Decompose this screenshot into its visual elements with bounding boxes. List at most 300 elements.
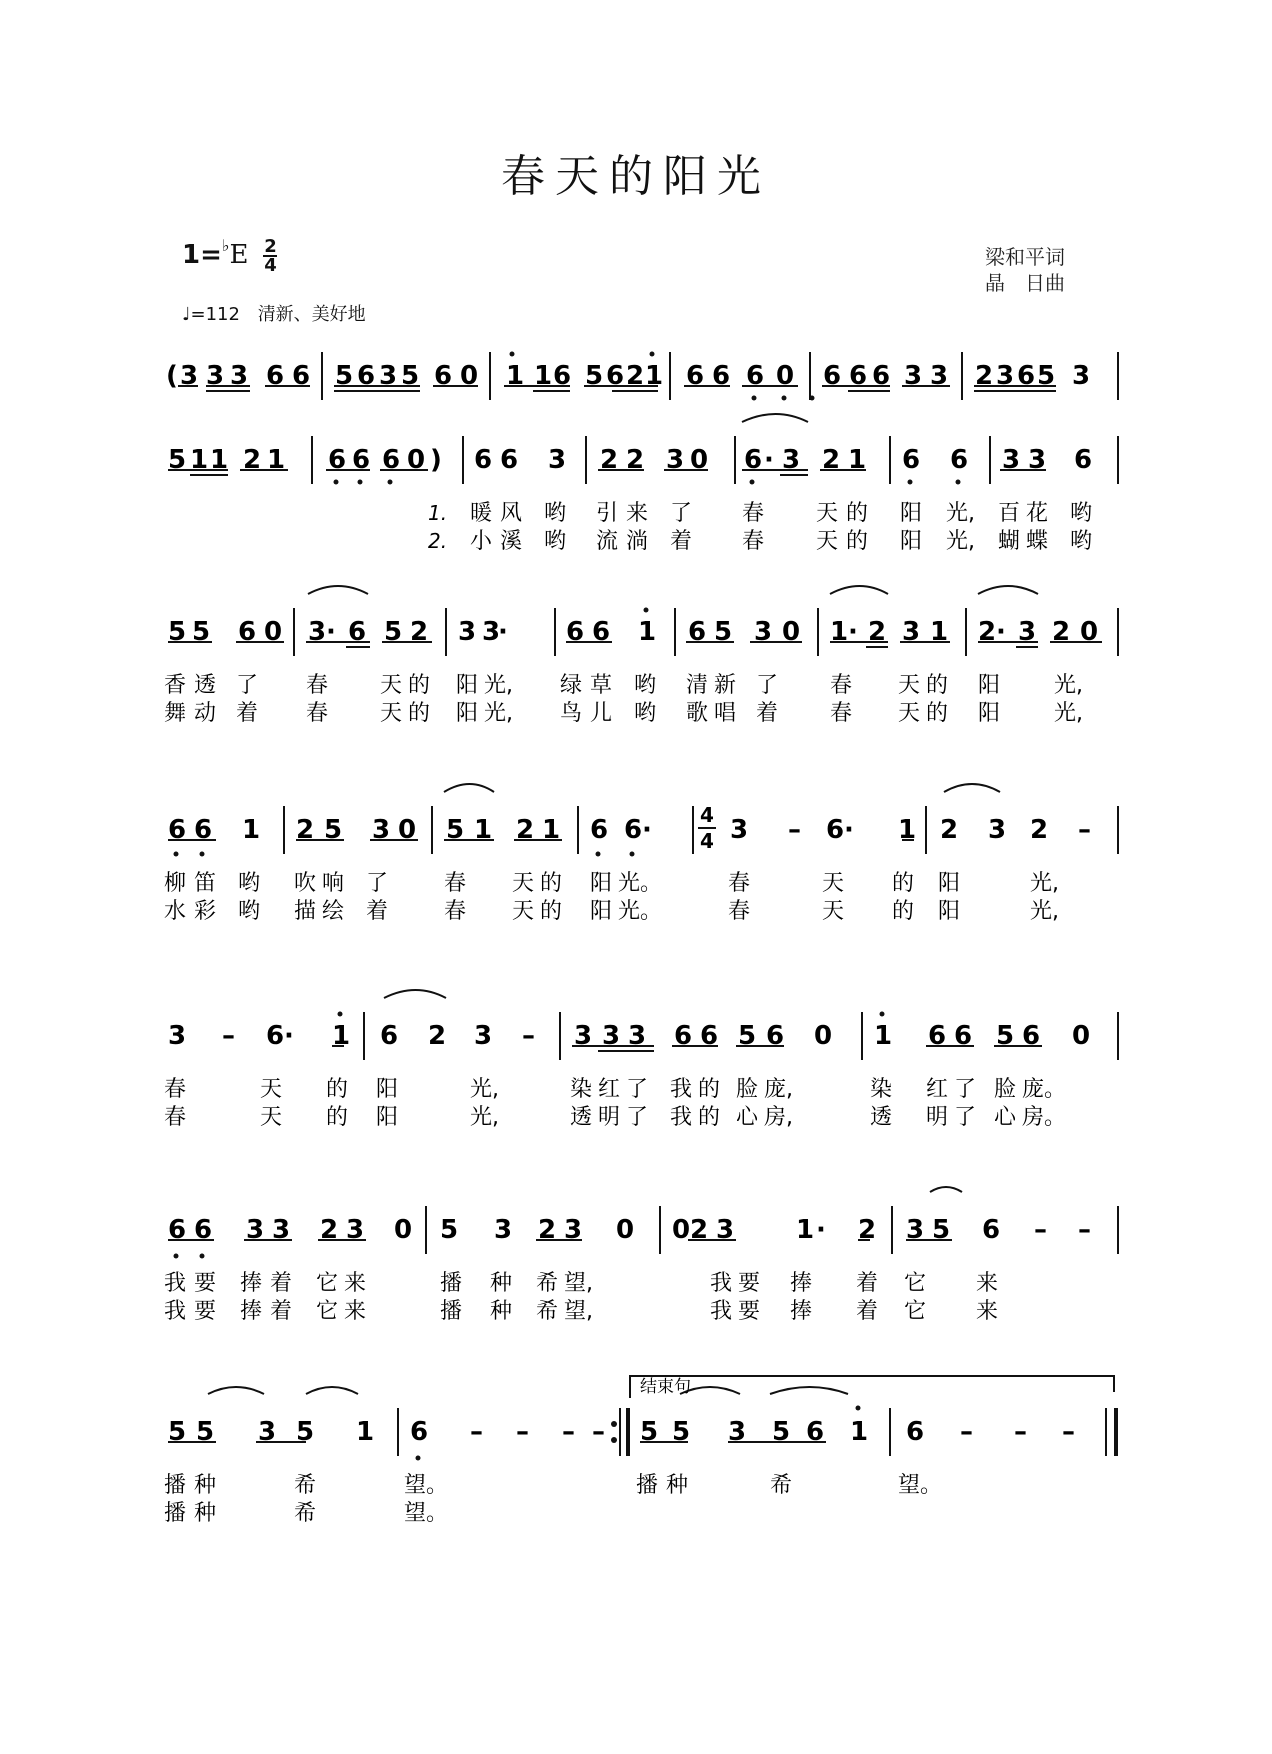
lyrics-line-3	[164, 673, 1083, 726]
note: 2	[690, 1215, 709, 1245]
note: 5	[168, 617, 187, 647]
lyric: 光,	[946, 529, 975, 554]
lyric: 响	[322, 871, 345, 896]
lyric: 的	[326, 1077, 349, 1102]
lyric: 引	[596, 501, 619, 526]
note: 2	[1052, 617, 1071, 647]
lyric: 了	[626, 1077, 649, 1102]
note: 6	[872, 361, 891, 391]
note: 6	[624, 815, 643, 845]
lyric: 了	[756, 673, 779, 698]
lyric: 希	[536, 1271, 559, 1296]
lyric: 红	[926, 1077, 949, 1102]
lyric: 阳	[376, 1077, 399, 1102]
note: 1	[542, 815, 561, 845]
verse-number: 1.	[428, 501, 448, 525]
lyric: 天	[822, 899, 845, 924]
note: 6	[434, 361, 453, 391]
note: 2	[822, 445, 841, 475]
note: –	[592, 1417, 605, 1447]
note: 6	[606, 361, 625, 391]
note: 5	[738, 1021, 757, 1051]
key-note: E	[229, 240, 249, 270]
lyric: 笛	[194, 871, 217, 896]
lyric: 透	[870, 1105, 893, 1130]
note: –	[1014, 1417, 1027, 1447]
note: 6	[168, 815, 187, 845]
lyric: 房,	[764, 1105, 793, 1130]
lyric: 风	[500, 501, 523, 526]
lyric: 天	[512, 871, 535, 896]
note: 0	[672, 1215, 691, 1245]
note: 5	[1037, 361, 1056, 391]
note: 5	[335, 361, 354, 391]
note: 6	[357, 361, 376, 391]
note: 6	[950, 445, 969, 475]
lyric: 天	[816, 501, 839, 526]
lyric: 了	[236, 673, 259, 698]
lyric: 它	[904, 1271, 927, 1296]
ending-label: 结束句	[640, 1377, 691, 1397]
note: 1	[210, 445, 229, 475]
note: 2	[626, 445, 645, 475]
lyric: 希	[294, 1473, 317, 1498]
note: –	[562, 1417, 575, 1447]
lyric: 的	[540, 871, 563, 896]
lyric: 明	[598, 1105, 621, 1130]
lyric: 哟	[1070, 529, 1093, 554]
note: 2	[538, 1215, 557, 1245]
lyric: 了	[670, 501, 693, 526]
lyric: 染	[570, 1077, 593, 1102]
note: 5	[192, 617, 211, 647]
note: ·	[764, 445, 774, 475]
note: 1	[796, 1215, 815, 1245]
note: 6	[1017, 361, 1036, 391]
note: 3	[628, 1021, 647, 1051]
note: 6	[744, 445, 763, 475]
lyric: 我	[710, 1271, 733, 1296]
lyric: 天	[380, 673, 403, 698]
note: ·	[996, 617, 1006, 647]
lyric: 着	[270, 1271, 293, 1296]
note: 3	[246, 1215, 265, 1245]
note: 2	[978, 617, 997, 647]
lyric: 天	[898, 701, 921, 726]
note: –	[1078, 815, 1091, 845]
lyric: 哟	[634, 673, 657, 698]
lyric: 着	[236, 701, 259, 726]
lyric: 房。	[1022, 1105, 1067, 1130]
lyric: 的	[892, 871, 915, 896]
note: 3	[904, 361, 923, 391]
lyric: 望。	[898, 1473, 943, 1498]
note: 0	[1080, 617, 1099, 647]
lyrics-line-4	[164, 871, 1059, 924]
note: 6	[826, 815, 845, 845]
note: )	[430, 445, 442, 475]
note: 6	[194, 815, 213, 845]
note: 6	[954, 1021, 973, 1051]
lyric: 我	[164, 1299, 187, 1324]
lyric: 绿	[560, 673, 583, 698]
note: 5	[401, 361, 420, 391]
lyric: 我	[670, 1077, 693, 1102]
lyric: 来	[344, 1299, 367, 1324]
lyric: 清	[686, 673, 709, 698]
note: 6	[1022, 1021, 1041, 1051]
lyric: 哟	[238, 871, 261, 896]
note: 2	[858, 1215, 877, 1245]
note: –	[1034, 1215, 1047, 1245]
note: ·	[498, 617, 508, 647]
note: 6	[266, 1021, 285, 1051]
note: –	[1078, 1215, 1091, 1245]
lyric: 春	[742, 529, 765, 554]
lyric: 光,	[470, 1077, 499, 1102]
note: 6	[766, 1021, 785, 1051]
note: 6	[474, 445, 493, 475]
note: 6	[746, 361, 765, 391]
note: 5	[772, 1417, 791, 1447]
lyric: 阳	[456, 673, 479, 698]
lyric: 的	[540, 899, 563, 924]
note: 2	[600, 445, 619, 475]
time-top: 4	[700, 803, 714, 827]
note: 1	[332, 1021, 351, 1051]
lyric: 的	[326, 1105, 349, 1130]
lyric: 望,	[564, 1271, 593, 1296]
lyric: 希	[770, 1473, 793, 1498]
note: 5	[932, 1215, 951, 1245]
note: 2	[243, 445, 262, 475]
note: –	[1062, 1417, 1075, 1447]
note: 3	[728, 1417, 747, 1447]
lyric: 鸟	[560, 701, 583, 726]
note: 3	[548, 445, 567, 475]
lyric: 哟	[1070, 501, 1093, 526]
lyric: 春	[444, 871, 467, 896]
lyric: 淌	[626, 529, 649, 554]
lyricist: 梁和平词	[985, 245, 1065, 269]
lyric: 着	[270, 1299, 293, 1324]
note: 0	[616, 1215, 635, 1245]
lyric: 春	[164, 1105, 187, 1130]
note: 1	[190, 445, 209, 475]
lyric: 春	[728, 871, 751, 896]
lyric: 的	[698, 1105, 721, 1130]
lyric: 来	[976, 1299, 999, 1324]
lyric: 着	[856, 1271, 879, 1296]
note: 5	[296, 1417, 315, 1447]
lyric: 蝶	[1026, 529, 1049, 554]
note: 6	[168, 1215, 187, 1245]
lyric: 光,	[1054, 701, 1083, 726]
note: 3	[1028, 445, 1047, 475]
lyric: 脸	[994, 1077, 1017, 1102]
note: 3	[564, 1215, 583, 1245]
quarter-note-icon: ♩	[182, 304, 191, 325]
lyric: 新	[714, 673, 737, 698]
lyric: 播	[440, 1271, 463, 1296]
note: 5	[168, 445, 187, 475]
lyric: 暖	[470, 501, 493, 526]
lyric: 望。	[404, 1501, 449, 1526]
note: 3	[272, 1215, 291, 1245]
note: 3	[258, 1417, 277, 1447]
note: 3	[730, 815, 749, 845]
lyric: 庞,	[764, 1077, 793, 1102]
lyric: 光,	[484, 673, 513, 698]
lyric: 它	[904, 1299, 927, 1324]
lyric: 来	[626, 501, 649, 526]
lyric: 的	[926, 673, 949, 698]
note: 6	[592, 617, 611, 647]
note: 6	[712, 361, 731, 391]
note: 1	[474, 815, 493, 845]
note: 6	[266, 361, 285, 391]
lyric: 的	[408, 673, 431, 698]
lyric: 来	[976, 1271, 999, 1296]
note: 2	[428, 1021, 447, 1051]
note: 3	[988, 815, 1007, 845]
lyric: 播	[636, 1473, 659, 1498]
flat-sign: ♭	[221, 236, 230, 255]
lyric: 种	[194, 1501, 217, 1526]
lyric: 阳	[590, 871, 613, 896]
lyrics-line-6	[164, 1271, 998, 1324]
note: 6	[348, 617, 367, 647]
note: 0	[690, 445, 709, 475]
note: 1	[874, 1021, 893, 1051]
lyric: 我	[710, 1299, 733, 1324]
lyric: 阳	[938, 871, 961, 896]
lyric: 阳	[938, 899, 961, 924]
lyric: 柳	[164, 871, 187, 896]
time-bottom: 4	[700, 829, 714, 853]
lyric: 哟	[238, 899, 261, 924]
note: 3	[996, 361, 1015, 391]
lyric: 光,	[946, 501, 975, 526]
lyric: 种	[194, 1473, 217, 1498]
lyric: 要	[194, 1299, 217, 1324]
lyric: 的	[408, 701, 431, 726]
lyric: 流	[596, 529, 619, 554]
note: 5	[585, 361, 604, 391]
note: 1	[830, 617, 849, 647]
verse-number: 2.	[428, 529, 448, 553]
note: 3	[782, 445, 801, 475]
note: 5	[196, 1417, 215, 1447]
lyric: 光,	[1030, 899, 1059, 924]
note: 3	[458, 617, 477, 647]
lyric: 春	[164, 1077, 187, 1102]
note: 0	[398, 815, 417, 845]
lyric: 光。	[618, 871, 663, 896]
lyric: 天	[822, 871, 845, 896]
lyric: 着	[856, 1299, 879, 1324]
lyric: 舞	[164, 701, 187, 726]
note: 6	[849, 361, 868, 391]
lyric: 种	[490, 1271, 513, 1296]
lyrics-line-2	[428, 501, 1092, 554]
note: 2	[626, 361, 645, 391]
note: 3	[902, 617, 921, 647]
lyric: 小	[470, 529, 493, 554]
lyric: 儿	[590, 701, 613, 726]
note: 3	[180, 361, 199, 391]
note: 6	[1074, 445, 1093, 475]
note: 0	[394, 1215, 413, 1245]
note: 6	[674, 1021, 693, 1051]
lyrics-line-5	[164, 1077, 1066, 1130]
lyric: 播	[164, 1473, 187, 1498]
note: 6	[688, 617, 707, 647]
lyric: 脸	[736, 1077, 759, 1102]
lyric: 它	[316, 1299, 339, 1324]
lyric: 种	[666, 1473, 689, 1498]
note: 2	[296, 815, 315, 845]
note: ·	[284, 1021, 294, 1051]
note: 6	[566, 617, 585, 647]
note: 5	[168, 1417, 187, 1447]
lyric: 天	[380, 701, 403, 726]
note: 6	[553, 361, 572, 391]
lyric: 着	[366, 899, 389, 924]
lyric: 我	[670, 1105, 693, 1130]
lyric: 种	[490, 1299, 513, 1324]
lyric: 春	[306, 701, 329, 726]
note: –	[516, 1417, 529, 1447]
score-line-6	[168, 1215, 1091, 1245]
lyrics-line-7	[164, 1473, 942, 1526]
note: –	[222, 1021, 235, 1051]
lyric: 光,	[1054, 673, 1083, 698]
note: 0	[782, 617, 801, 647]
note: 3	[930, 361, 949, 391]
lyric: 望。	[404, 1473, 449, 1498]
note: 6	[500, 445, 519, 475]
note: ·	[844, 815, 854, 845]
lyric: 要	[738, 1299, 761, 1324]
lyric: 天	[512, 899, 535, 924]
lyric: 红	[598, 1077, 621, 1102]
lyric: 阳	[456, 701, 479, 726]
note: 5	[324, 815, 343, 845]
lyric: 吹	[294, 871, 317, 896]
note: 5	[446, 815, 465, 845]
lyric: 阳	[978, 701, 1001, 726]
lyric: 天	[260, 1105, 283, 1130]
lyric: 哟	[544, 529, 567, 554]
lyric: 春	[742, 501, 765, 526]
note: 0	[407, 445, 426, 475]
note: 5	[672, 1417, 691, 1447]
lyric: 播	[440, 1299, 463, 1324]
note: 3	[372, 815, 391, 845]
note: 6	[590, 815, 609, 845]
lyric: 阳	[900, 529, 923, 554]
note: 0	[460, 361, 479, 391]
lyric: 了	[366, 871, 389, 896]
lyric: 春	[830, 673, 853, 698]
note: 6	[700, 1021, 719, 1051]
lyric: 捧	[790, 1271, 813, 1296]
score-line-1	[166, 361, 1090, 391]
note: –	[470, 1417, 483, 1447]
composer: 晶 日曲	[985, 271, 1065, 295]
note: 5	[384, 617, 403, 647]
note: 2	[1030, 815, 1049, 845]
note: 2	[516, 815, 535, 845]
lyric: 了	[954, 1077, 977, 1102]
lyric: 的	[698, 1077, 721, 1102]
lyric: 草	[590, 673, 613, 698]
note: 3	[494, 1215, 513, 1245]
score-line-2	[168, 445, 1092, 475]
lyric: 哟	[544, 501, 567, 526]
score-line-7	[168, 1417, 1075, 1447]
note: 6	[352, 445, 371, 475]
lyric: 心	[994, 1105, 1017, 1130]
lyric: 阳	[376, 1105, 399, 1130]
note: 3	[906, 1215, 925, 1245]
time-bottom: 4	[264, 254, 277, 276]
note: 2	[868, 617, 887, 647]
note: 6	[928, 1021, 947, 1051]
lyric: 我	[164, 1271, 187, 1296]
note: 1	[267, 445, 286, 475]
lyric: 描	[294, 899, 317, 924]
note: 2	[940, 815, 959, 845]
lyric: 播	[164, 1501, 187, 1526]
note: ·	[642, 815, 652, 845]
note: 6	[328, 445, 347, 475]
lyric: 春	[830, 701, 853, 726]
lyric: 了	[626, 1105, 649, 1130]
note: 1	[242, 815, 261, 845]
note: 3	[308, 617, 327, 647]
note: 6	[982, 1215, 1001, 1245]
lyric: 光,	[484, 701, 513, 726]
note: 2	[320, 1215, 339, 1245]
note: 3	[574, 1021, 593, 1051]
note: 0	[814, 1021, 833, 1051]
lyric: 阳	[900, 501, 923, 526]
lyric: 捧	[790, 1299, 813, 1324]
lyric: 它	[316, 1271, 339, 1296]
note: 1	[534, 361, 553, 391]
lyric: 明	[926, 1105, 949, 1130]
note: 1	[848, 445, 867, 475]
note: 0	[1072, 1021, 1091, 1051]
note: 3	[379, 361, 398, 391]
lyric: 阳	[978, 673, 1001, 698]
note: 3	[716, 1215, 735, 1245]
note: 3	[1072, 361, 1091, 391]
note: 6	[382, 445, 401, 475]
note: 1	[898, 815, 917, 845]
note: –	[788, 815, 801, 845]
lyric: 希	[536, 1299, 559, 1324]
note: 0	[776, 361, 795, 391]
lyric: 了	[954, 1105, 977, 1130]
note: 5	[440, 1215, 459, 1245]
lyric: 天	[816, 529, 839, 554]
note: 6	[686, 361, 705, 391]
note: 6	[806, 1417, 825, 1447]
note: 3	[346, 1215, 365, 1245]
